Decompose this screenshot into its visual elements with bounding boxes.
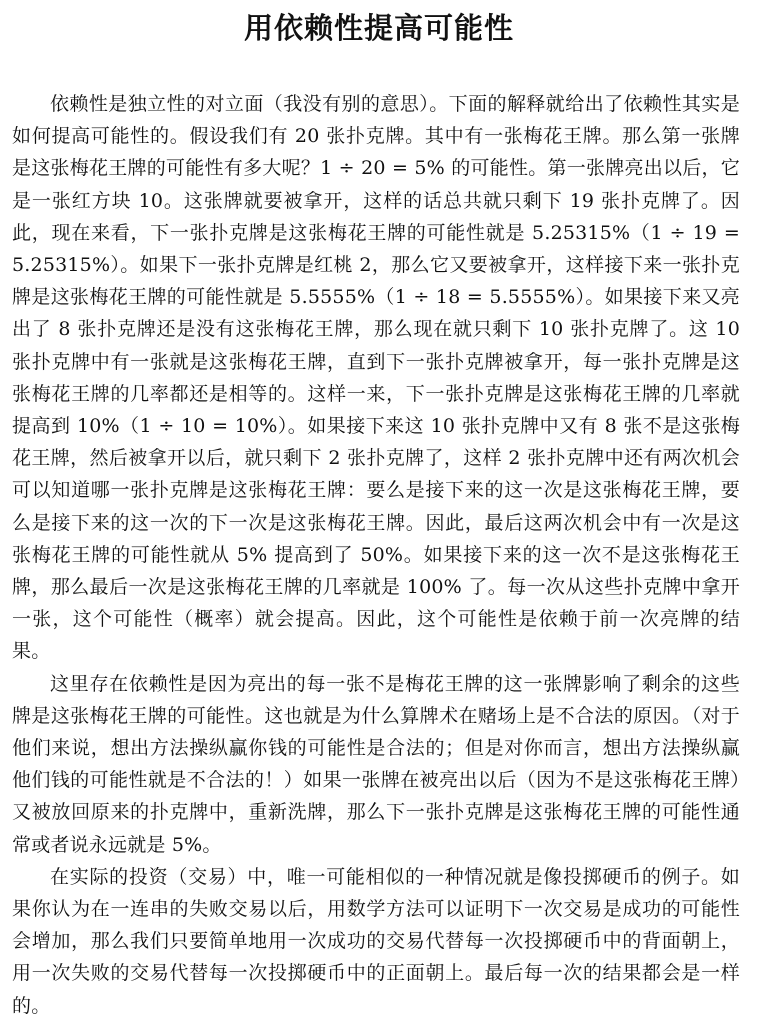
paragraph-3: 在实际的投资（交易）中，唯一可能相似的一种情况就是像投掷硬币的例子。如果你认为在一连串的失败交易以后，用数学方法可以证明下一次交易是成功的可能性会增加，那么我们只要简单地用一次成功的交易代替每一次投掷硬币中的背面朝上，用一次失败的交易代替每一次投掷硬币中的正面朝上。最后每一次的结果都会是一样的。 bbox=[12, 865, 740, 1017]
paragraph-2: 这里存在依赖性是因为亮出的每一张不是梅花王牌的这一张牌影响了剩余的这些牌是这张梅花王牌的可能性。这也就是为什么算牌术在赌场上是不合法的原因。（对于他们来说，想出方法操纵赢你钱的可能性是合法的；但是对你而言，想出方法操纵赢他们钱的可能性就是不合法的！）如果一张牌在被亮出以后（因为不是这张梅花王牌）又被放回原来的扑克牌中，重新洗牌，那么下一张扑克牌是这张梅花王牌的可能性通常或者说永远就是 5%。 bbox=[12, 672, 740, 856]
body-text bbox=[12, 88, 740, 1022]
paragraph-1: 依赖性是独立性的对立面（我没有别的意思）。下面的解释就给出了依赖性其实是如何提高可能性的。假设我们有 20 张扑克牌。其中有一张梅花王牌。那么第一张牌是这张梅花王牌的可能性有多大呢？1 ÷ 20 = 5% 的可能性。第一张牌亮出以后，它是一张红方块 10。这张牌就要被拿开，这样的话总共就只剩下 19 张扑克牌了。因此，现在来看，下一张扑克牌是这张梅花王牌的可能性就是 5.25315%（1 ÷ 19 = 5.25315%）。如果下一张扑克牌是红桃 2，那么它又要被拿开，这样接下来一张扑克牌是这张梅花王牌的可能性就是 5.5555%（1 ÷ 18 = 5.5555%）。如果接下来又亮出了 8 张扑克牌还是没有这张梅花王牌，那么现在就只剩下 10 张扑克牌了。这 10 张扑克牌中有一张就是这张梅花王牌，直到下一张扑克牌被拿开，每一张扑克牌是这张梅花王牌的几率都还是相等的。这样一来，下一张扑克牌是这张梅花王牌的几率就提高到 10%（1 ÷ 10 = 10%）。如果接下来这 10 张扑克牌中又有 8 张不是这张梅花王牌，然后被拿开以后，就只剩下 2 张扑克牌了，这样 2 张扑克牌中还有两次机会可以知道哪一张扑克牌是这张梅花王牌：要么是接下来的这一次是这张梅花王牌，要么是接下来的这一次的下一次是这张梅花王牌。因此，最后这两次机会中有一次是这张梅花王牌的可能性就从 5% 提高到了 50%。如果接下来的这一次不是这张梅花王牌，那么最后一次是这张梅花王牌的几率就是 100% 了。每一次从这些扑克牌中拿开一张，这个可能性（概率）就会提高。因此，这个可能性是依赖于前一次亮牌的结果。 bbox=[12, 93, 740, 663]
page-title: 用依赖性提高可能性 bbox=[243, 11, 514, 45]
